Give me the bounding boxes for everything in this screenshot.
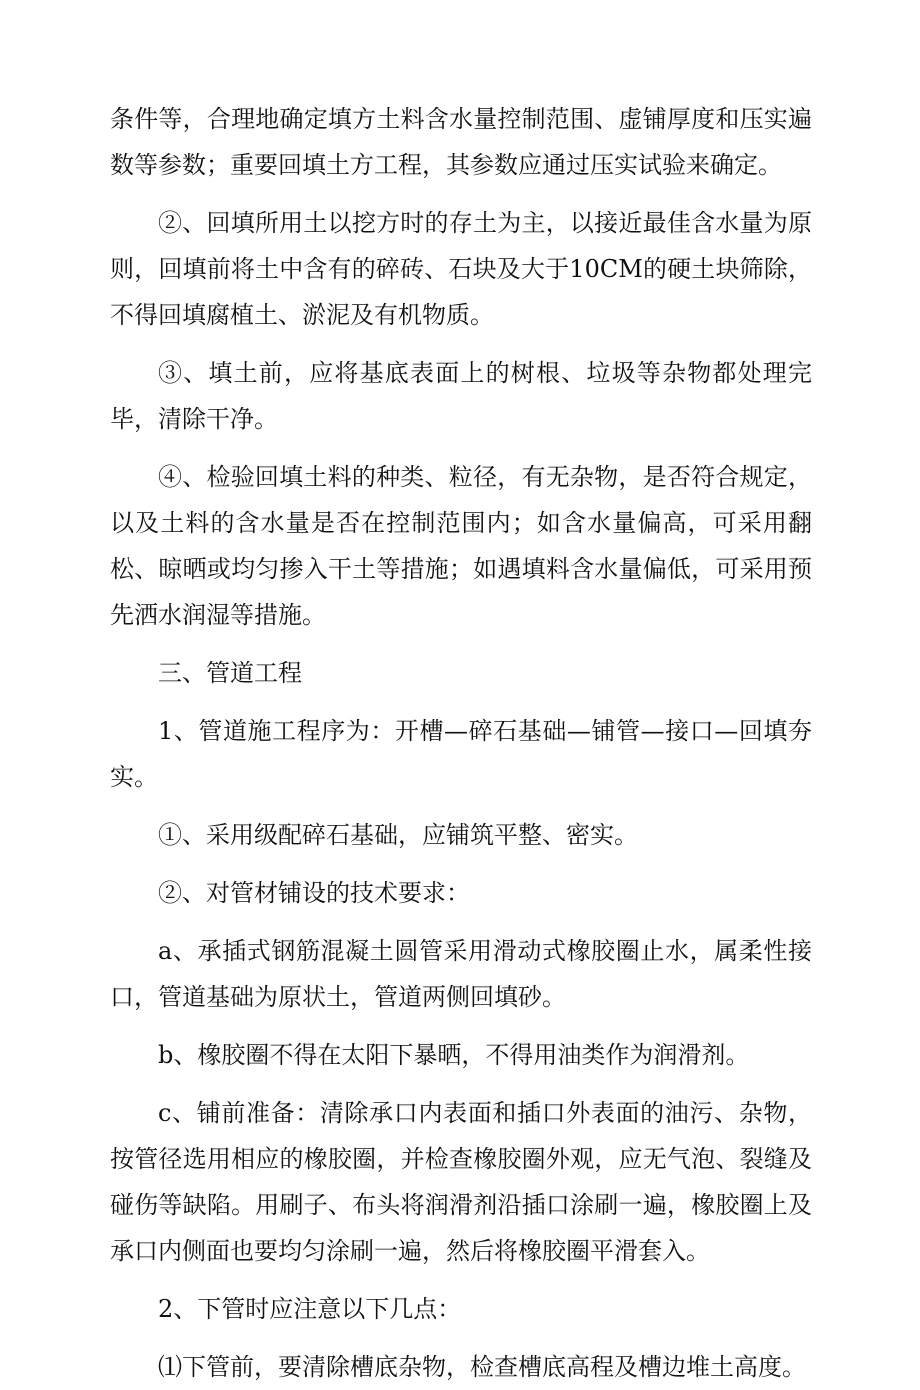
paragraph-before-lowering: ⑴下管前，要清除槽底杂物，检查槽底高程及槽边堆土高度。	[158, 1353, 806, 1381]
paragraph-inspect-material: ④、检验回填土料的种类、粒径，有无杂物，是否符合规定，以及土料的含水量是否在控制范围内；如含水量偏高，可采用翻松、晾晒或均匀掺入干土等措施；如遇填料含水量偏低，可采用预先洒水润湿等措施。	[110, 463, 812, 629]
document-body	[110, 96, 812, 1390]
paragraph-lowering-notes: 2、下管时应注意以下几点：	[158, 1295, 462, 1323]
paragraph-pipeline-procedure: 1、管道施工程序为：开槽—碎石基础—铺管—接口—回填夯实。	[110, 717, 812, 791]
paragraph-item-c: c、铺前准备：清除承口内表面和插口外表面的油污、杂物，按管径选用相应的橡胶圈，并检查橡胶圈外观，应无气泡、裂缝及碰伤等缺陷。用刷子、布头将润滑剂沿插口涂刷一遍，橡胶圈上及承口内侧面也要均匀涂刷一遍，然后将橡胶圈平滑套入。	[110, 1099, 812, 1265]
paragraph-before-filling: ③、填土前，应将基底表面上的树根、垃圾等杂物都处理完毕，清除干净。	[110, 359, 812, 433]
paragraph-backfill-soil: ②、回填所用土以挖方时的存土为主，以接近最佳含水量为原则，回填前将土中含有的碎砖、石块及大于10CM的硬土块筛除，不得回填腐植土、淤泥及有机物质。	[110, 209, 812, 329]
paragraph-pipe-requirements: ②、对管材铺设的技术要求：	[158, 879, 470, 907]
paragraph-fill-parameters: 条件等，合理地确定填方土料含水量控制范围、虚铺厚度和压实遍数等参数；重要回填土方工程，其参数应通过压实试验来确定。	[110, 105, 812, 179]
paragraph-item-a: a、承插式钢筋混凝土圆管采用滑动式橡胶圈止水，属柔性接口，管道基础为原状土，管道两侧回填砂。	[110, 937, 812, 1011]
section-heading-pipeline: 三、管道工程	[158, 659, 302, 687]
paragraph-gravel-base: ①、采用级配碎石基础，应铺筑平整、密实。	[158, 821, 638, 849]
paragraph-item-b: b、橡胶圈不得在太阳下暴晒，不得用油类作为润滑剂。	[158, 1041, 750, 1069]
